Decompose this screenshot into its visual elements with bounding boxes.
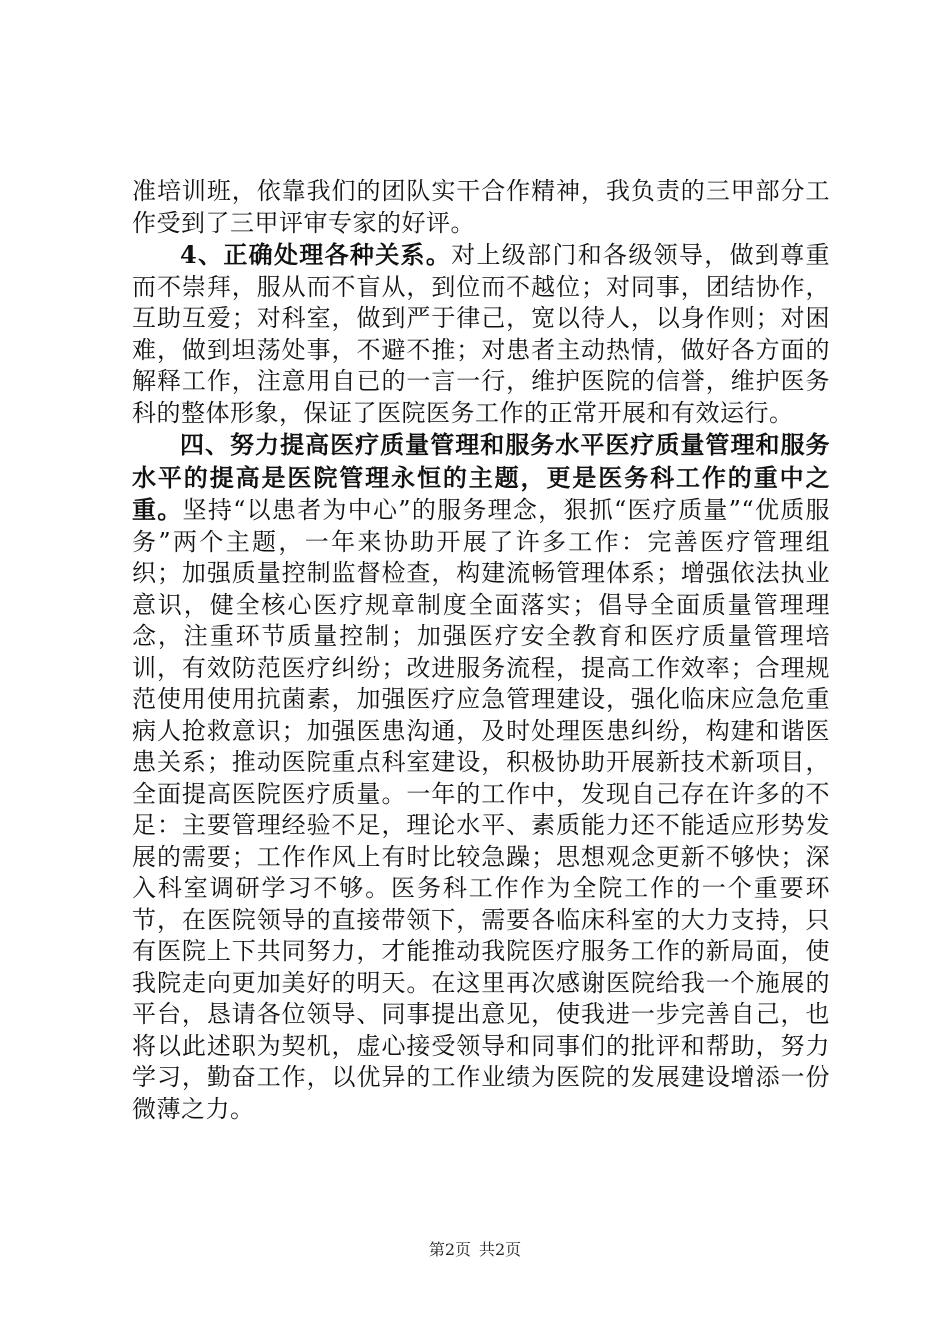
page-number: 第2页: [428, 1240, 471, 1259]
page-footer: [0, 1240, 950, 1260]
paragraph-continuation: [132, 176, 830, 239]
paragraph-text: 对上级部门和各级领导，做到尊重而不崇拜，服从而不盲从，到位而不越位；对同事，团结协作，互助互爱；对科室，做到严于律己，宽以待人，以身作则；对困难，做到坦荡处事，不避不推；对患者主动热情，做好各方面的解释工作，注意用自已的一言一行，维护医院的信誉，维护医务科的整体形象，保证了医院医务工作的正常开展和有效运行。: [132, 241, 831, 427]
page-total: 共2页: [479, 1240, 522, 1259]
paragraph-quality-management: [132, 429, 830, 1125]
paragraph-text: 准培训班，依靠我们的团队实干合作精神，我负责的三甲部分工作受到了三甲评审专家的好评。: [132, 177, 830, 237]
paragraph-text: 坚持“以患者为中心”的服务理念，狠抓“医疗质量”“优质服务”两个主题，一年来协助开展了许多工作：完善医疗管理组织；加强质量控制监督检查，构建流畅管理体系；增强依法执业意识，健全核心医疗规章制度全面落实；倡导全面质量管理理念，注重环节质量控制；加强医疗安全教育和医疗质量管理培训，有效防范医疗纠纷；改进服务流程，提高工作效率；合理规范使用使用抗菌素，加强医疗应急管理建设，强化临床应急危重病人抢救意识；加强医患沟通，及时处理医患纠纷，构建和谐医患关系；推动医院重点科室建设，积极协助开展新技术新项目，全面提高医院医疗质量。一年的工作中，发现自己存在许多的不足：主要管理经验不足，理论水平、素质能力还不能适应形势发展的需要；工作作风上有时比较急躁；思想观念更新不够快；深入科室调研学习不够。医务科工作作为全院工作的一个重要环节，在医院领导的直接带领下，需要各临床科室的大力支持，只有医院上下共同努力，才能推动我院医疗服务工作的新局面，使我院走向更加美好的明天。在这里再次感谢医院给我一个施展的平台，恳请各位领导、同事提出意见，使我进一步完善自己，也将以此述职为契机，虚心接受领导和同事们的批评和帮助，努力学习，勤奋工作，以优异的工作业绩为医院的发展建设增添一份微薄之力。: [132, 496, 830, 1123]
section-heading: 四、努力提高医疗质量管理和服务水平医疗质量管理和服务水平的提高是医院管理永恒的主题，更是医务科工作的重中之重。: [132, 430, 830, 524]
paragraph-relations: [132, 239, 830, 429]
paragraph-heading: 4、正确处理各种关系。: [180, 240, 452, 269]
document-body: [132, 176, 830, 1125]
